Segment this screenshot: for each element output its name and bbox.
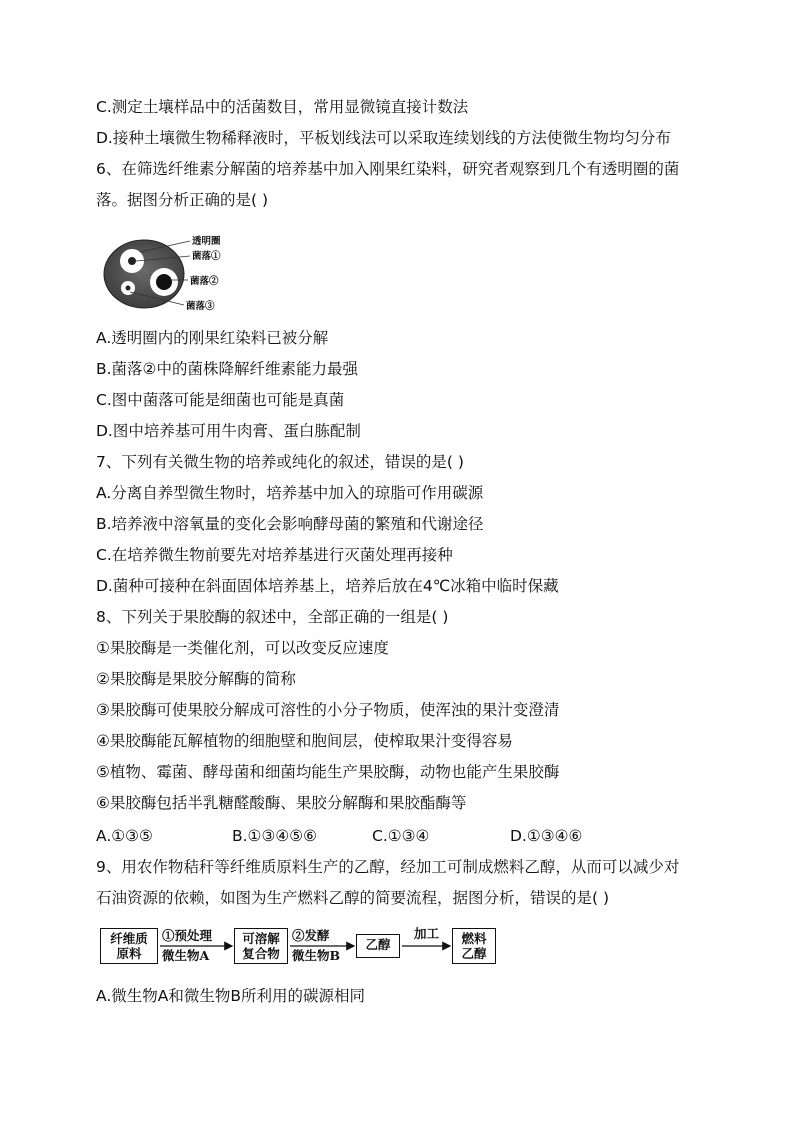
flow-box-fuel-ethanol-line2: 乙醇	[461, 946, 487, 961]
flow-box-raw-material-line1: 纤维质	[110, 931, 148, 946]
q8-option-a: A.①③⑤	[96, 827, 153, 845]
q8-statement-3: ③果胶酶可使果胶分解成可溶性的小分子物质，使浑浊的果汁变澄清	[96, 701, 560, 719]
q6-option-d: D.图中培养基可用牛肉膏、蛋白胨配制	[96, 422, 361, 440]
q7-option-b: B.培养液中溶氧量的变化会影响酵母菌的繁殖和代谢途径	[96, 515, 484, 533]
q7-option-c: C.在培养微生物前要先对培养基进行灭菌处理再接种	[96, 546, 453, 564]
q5-option-d: D.接种土壤微生物稀释液时，平板划线法可以采取连续划线的方法使微生物均匀分布	[96, 129, 671, 147]
colony-3	[126, 286, 131, 291]
flow-box-soluble-complex-line2: 复合物	[242, 946, 280, 961]
flow-label-microbe-b: 微生物B	[292, 948, 341, 963]
q9-stem-line1: 9、用农作物秸秆等纤维质原料生产的乙醇，经加工可制成燃料乙醇，从而可以减少对	[96, 858, 680, 876]
flow-box-ethanol: 乙醇	[356, 934, 400, 958]
q8-statement-5: ⑤植物、霉菌、酵母菌和细菌均能生产果胶酶，动物也能产生果胶酶	[96, 763, 560, 781]
q8-option-d: D.①③④⑥	[510, 827, 583, 845]
q6-option-c: C.图中菌落可能是细菌也可能是真菌	[96, 391, 345, 409]
q7-stem: 7、下列有关微生物的培养或纯化的叙述，错误的是( )	[96, 453, 464, 471]
colony-2	[156, 274, 172, 290]
ethanol-flow-figure	[100, 924, 500, 968]
q7-option-d: D.菌种可接种在斜面固体培养基上，培养后放在4℃冰箱中临时保藏	[96, 577, 559, 595]
q8-statement-1: ①果胶酶是一类催化剂，可以改变反应速度	[96, 639, 389, 657]
flow-label-processing: 加工	[414, 926, 440, 941]
flow-box-raw-material-line2: 原料	[116, 946, 142, 961]
flow-label-fermentation: ②发酵	[292, 928, 330, 943]
q8-option-c: C.①③④	[372, 827, 430, 845]
q7-option-a: A.分离自养型微生物时，培养基中加入的琼脂可作用碳源	[96, 484, 484, 502]
q8-option-b: B.①③④⑤⑥	[232, 827, 318, 845]
q6-stem-line1: 6、在筛选纤维素分解菌的培养基中加入刚果红染料，研究者观察到几个有透明圈的菌	[96, 160, 680, 178]
label-clear-zone: 透明圈	[192, 236, 221, 247]
label-colony-3: 菌落③	[186, 301, 215, 312]
q6-option-b: B.菌落②中的菌株降解纤维素能力最强	[96, 360, 358, 378]
petri-plate-figure	[100, 232, 240, 316]
flow-box-soluble-complex-line1: 可溶解	[242, 931, 280, 946]
q6-option-a: A.透明圈内的刚果红染料已被分解	[96, 329, 329, 347]
label-colony-2: 菌落②	[190, 276, 219, 287]
q9-option-a: A.微生物A和微生物B所利用的碳源相同	[96, 987, 365, 1005]
q6-stem-line2: 落。据图分析正确的是( )	[96, 191, 269, 209]
q8-statement-2: ②果胶酶是果胶分解酶的简称	[96, 670, 296, 688]
q8-statement-4: ④果胶酶能瓦解植物的细胞壁和胞间层，使榨取果汁变得容易	[96, 732, 513, 750]
flow-label-pretreatment: ①预处理	[162, 928, 213, 943]
flow-label-microbe-a: 微生物A	[162, 948, 210, 963]
q8-stem: 8、下列关于果胶酶的叙述中，全部正确的一组是( )	[96, 608, 449, 626]
colony-1	[128, 257, 136, 265]
q5-option-c: C.测定土壤样品中的活菌数目，常用显微镜直接计数法	[96, 98, 469, 116]
flow-box-fuel-ethanol-line1: 燃料	[461, 931, 487, 946]
q8-statement-6: ⑥果胶酶包括半乳糖醛酸酶、果胶分解酶和果胶酯酶等	[96, 794, 467, 812]
q9-stem-line2: 石油资源的依赖，如图为生产燃料乙醇的简要流程，据图分析，错误的是( )	[96, 889, 610, 907]
flow-arrows	[100, 924, 500, 968]
label-colony-1: 菌落①	[192, 251, 221, 262]
